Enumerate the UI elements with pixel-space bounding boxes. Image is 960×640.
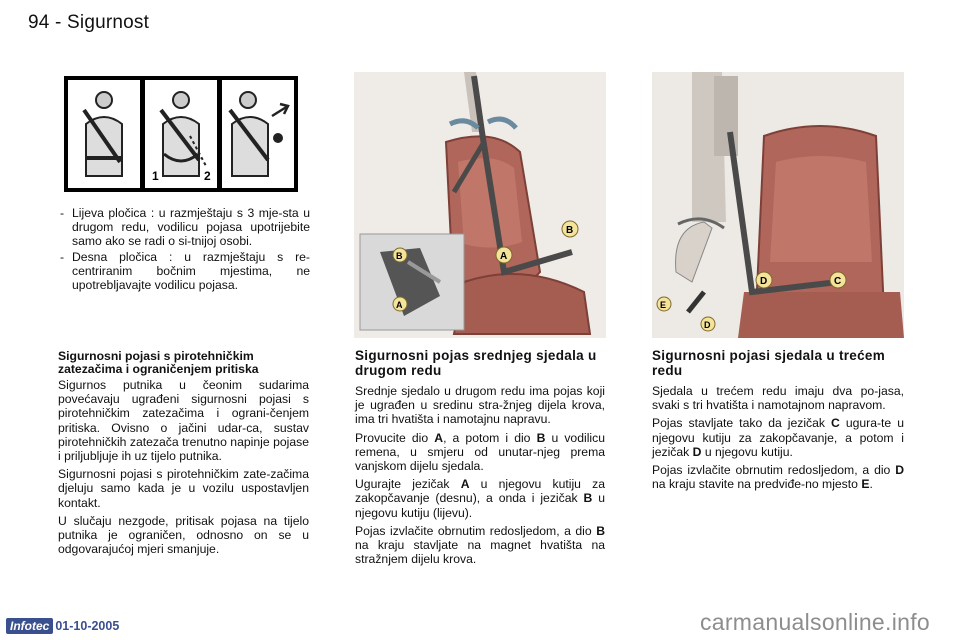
section-title: Sigurnost (67, 12, 150, 33)
middle-seat-heading: Sigurnosni pojas srednjeg sjedala u drugom redu (355, 348, 597, 378)
caption-item-left-plate: - Lijeva pločica : u razmještaju s 3 mje-sta u drugom redu, vodilicu pojasa upotrijebite samo ako se radi o si-tnijoj osobi. (58, 206, 310, 249)
pictogram-caption (58, 206, 310, 293)
watermark: carmanualsonline.info (699, 609, 930, 635)
header-separator: - (55, 12, 62, 33)
belt-pictogram (64, 76, 298, 192)
footer (6, 618, 119, 634)
page-header (28, 12, 149, 34)
third-row-heading: Sigurnosni pojasi sjedala u trećem redu (652, 348, 886, 378)
middle-seat-photo (354, 72, 606, 338)
pretensioner-paragraph-3: U slučaju nezgode, pritisak pojasa na tijelo putnika je ograničen, odnosno on se u odgovarajućoj mjeri smanjuje. (58, 513, 309, 557)
page-number: 94 (28, 12, 50, 33)
photo-label-b-right: B (566, 225, 574, 236)
photo-label-a-right: A (500, 251, 508, 262)
footer-date: 01-10-2005 (55, 619, 120, 633)
pretensioner-paragraph-2: Sigurnosni pojasi s pirotehničkim zate-začima djeluju samo kada je u vozilu uspostavljen kontakt. (58, 467, 309, 510)
pictogram-label-1: 1 (152, 169, 159, 183)
pretensioner-heading: Sigurnosni pojasi s pirotehničkim zatezačima i ograničenjem pritiska (58, 349, 259, 376)
middle-seat-paragraph-1: Srednje sjedalo u drugom redu ima pojas koji je ugrađen u sredinu stra-žnjeg dijela krova, ima tri hvatišta i namotajnu napravu. (355, 384, 605, 427)
middle-seat-paragraph-3: Ugurajte jezičak A u njegovu kutiju za zakopčavanje (desnu), a onda i jezičak B u njegovu kutiju (lijevu). (355, 477, 606, 520)
photo-label-d-lower: D (704, 320, 711, 330)
pretensioner-section (58, 350, 309, 560)
middle-seat-paragraph-4: Pojas izvlačite obrnutim redosljedom, a dio B na kraju stavljate na magnet hvatišta na stražnjem dijelu krova. (355, 523, 605, 567)
photo-label-b-inset: B (396, 251, 403, 261)
infotec-badge: Infotec (6, 618, 53, 634)
caption-item-right-plate: - Desna pločica : u razmještaju s re-centriranim bočnim mjestima, ne upotrebljavajte vodilicu pojasa. (58, 250, 310, 293)
third-row-paragraph-3: Pojas izvlačite obrnutim redosljedom, a dio D na kraju stavite na predviđe-no mjesto E. (652, 463, 904, 492)
pictogram-label-2: 2 (204, 169, 211, 183)
middle-seat-section (355, 348, 605, 570)
third-row-section (652, 348, 904, 495)
photo-label-d: D (760, 276, 768, 287)
photo-label-c: C (834, 276, 842, 287)
third-row-paragraph-1: Sjedala u trećem redu imaju dva po-jasa, svaki s tri hvatišta i namotajnom napravom. (652, 384, 904, 413)
third-row-paragraph-2: Pojas stavljate tako da jezičak C ugura-te u njegovu kutiju za zakopčavanje, a potom i jezičak D u njegovu kutiju. (652, 416, 904, 459)
pretensioner-paragraph-1: Sigurnos putnika u čeonim sudarima povećavaju ugrađeni sigurnosni pojasi s pirotehničkim zatezačima i ograni-čenjem pritiska. Ovisno o jačini udar-ca, sustav pirotehničkih zatezača trenutno napinje pojase i priljubljuje ih uz tijelo putnika. (58, 378, 309, 464)
middle-seat-paragraph-2: Provucite dio A, a potom i dio B u vodilicu remena, u smjeru od unutar-njeg prema vanjskom dijelu sjedala. (355, 430, 605, 474)
photo-label-a-inset: A (396, 300, 403, 310)
photo-label-e: E (660, 300, 667, 310)
third-row-photo (652, 72, 904, 338)
